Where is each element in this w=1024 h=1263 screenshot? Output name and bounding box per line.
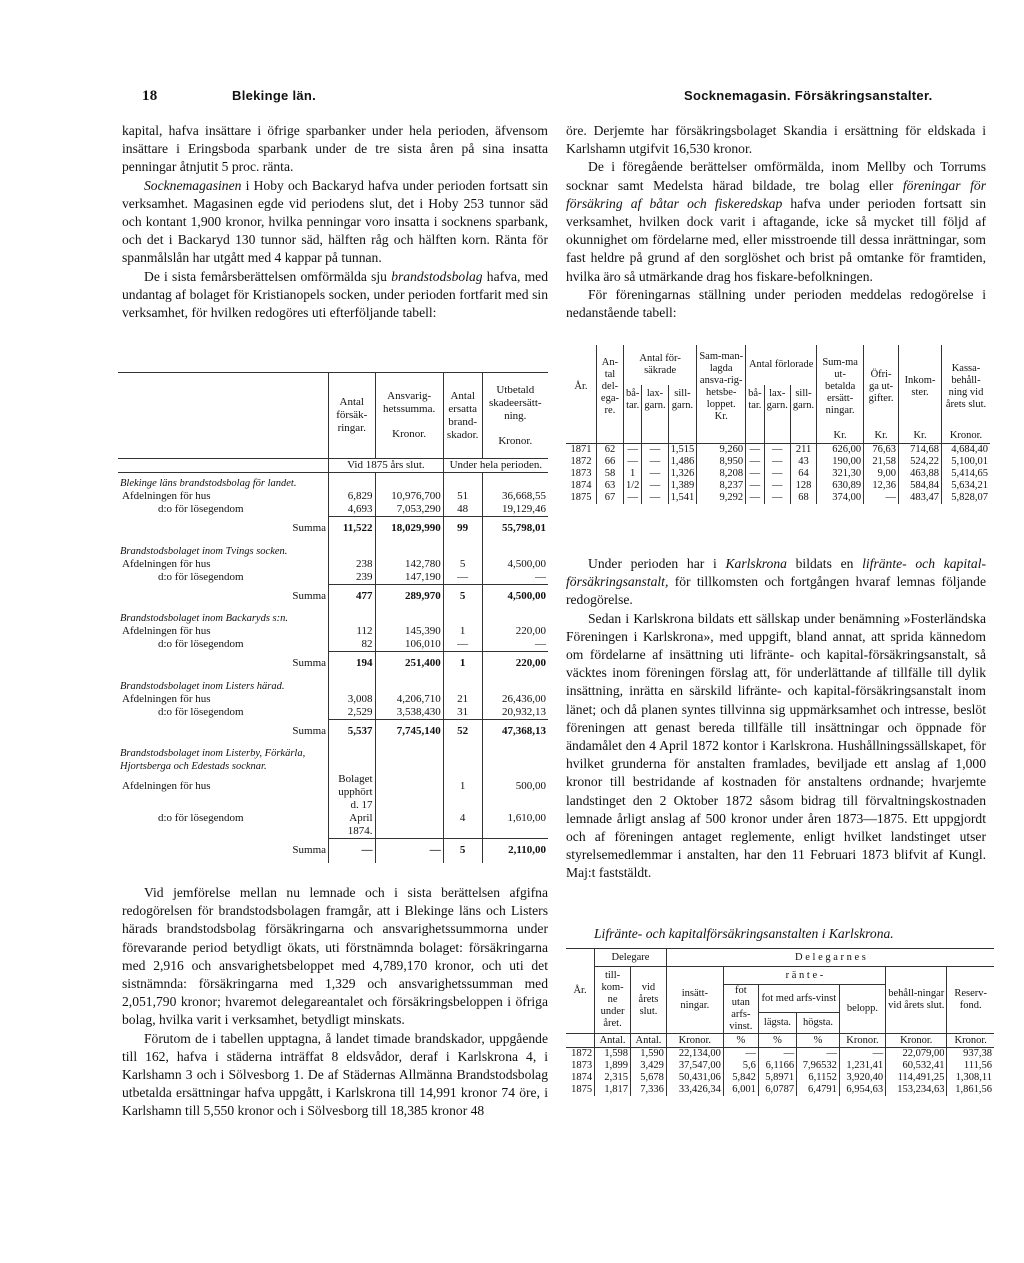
group-name: Blekinge läns brandstodsbolag för landet.: [118, 473, 329, 491]
col-ofriga: Öfri-ga ut-gifter.: [864, 345, 899, 429]
col-antal-header: Antal försäk-ringar.: [329, 373, 375, 459]
table-row: d:o för lösegendom 239 147,190 — —: [118, 571, 548, 585]
table-row: Afdelningen för hus Bolaget upphört 1 500,00: [118, 773, 548, 799]
table-row: d:o för lösegendom 82 106,010 — —: [118, 638, 548, 652]
group-name: Brandstodsbolaget inom Backaryds s:n.: [118, 608, 329, 625]
italic-term: brandstodsbolag: [391, 268, 483, 284]
italic-term: Socknemagasinen: [144, 177, 242, 193]
paragraph: kapital, hafva insättare i öfrige sparbanker under hela perioden, äfvensom insättare i Eringsboda sparbank under de tre sista åren på sina insatta penningar åtnjutit 5 proc. ränta.: [122, 123, 548, 175]
col-ansvar-header: Ansvarig-hetssumma. Kronor.: [375, 373, 443, 459]
sub-batar: bå-tar.: [623, 385, 641, 415]
delegarnes-header: D e l e g a r n e s: [666, 949, 994, 967]
italic-term: föreningar för försäkring af båtar och fiskeredskap: [566, 177, 986, 211]
table-row: Afdelningen för hus 3,008 4,206,710 21 26,436,00: [118, 693, 548, 706]
group-name: Brandstodsbolaget inom Listers härad.: [118, 676, 329, 693]
under-perioden: Under hela perioden.: [449, 459, 543, 471]
col-reserv: Reserv-fond.: [954, 988, 988, 1011]
col-behallningar: behåll-ningar vid årets slut.: [886, 967, 947, 1034]
paragraph: Socknemagasinen i Hoby och Backaryd hafva under perioden fortsatt sin verksamhet. Magasinen egde vid periodens slut, det i Hoby 253 tunnor säd och kontant 1,900 kronor, hvilka penningar voro insatta i socknens sparbank, och det i Backaryd 130 tunnor säd, hälften råg och hälften korn. Ränta för spanmålslån har utgått med 4 kappar på tunnan.: [122, 177, 548, 266]
table-row: d:o för lösegendom 2,529 3,538,430 31 20,932,13: [118, 706, 548, 720]
col-forsakrade: Antal för-säkrade: [623, 345, 696, 385]
col-inkomster: Inkom-ster.: [899, 345, 942, 429]
brandstod-table: Antal försäk-ringar. Ansvarig-hetssumma. Kronor. Antal ersatta brand-skador. Utbetald skadeersätt-ning. Kronor. Vid 1875 års slut. Under hela perioden. Blekinge läns brandstodsbolag för landet. Afdelningen för hus 6,829 10,976,700 51 36,668,55 d:o för lösegendom 4,693 7,053,290 48 19,129,46 Summa 11,522 18,029,990 99 55,798,01 Brandstodsbolaget inom Tvings socken. Afdelningen för hus 238 142,780 5 4,500,00 d:o för lösegendom 239 147,190 — — Summa 477 289,970 5 4,500,00 Brandstodsbolaget inom Backaryds s:n. Afdelningen för hus 112 145,390 1 220,00 d:o för lösegendom 82 106,010 — — Summa 194 251,400 1 220,00 Brandstodsbolaget inom Listers härad. Afdelningen för hus 3,008 4,206,710 21 26,436,00 d:o för lösegendom 2,529 3,538,430 31 20,932,13 Summa 5,537 7,745,140 52 47,368,13 Brandstodsbolaget inom Listerby, Förkärla, Hjortsberga och Edestads socknar. Afdelningen för hus Bolaget upphört 1 500,00 d:o för lösegendom d. 17 April 1874. 4 1,610,00 Summa — — 5 2,110,00: [118, 372, 548, 863]
table-title: Lifränte- och kapitalförsäkringsanstalten i Karlskrona.: [594, 926, 894, 941]
table-row: 1875 1,817 7,336 33,426,34 6,001 6,0787 6,4791 6,954,63 153,234,63 1,861,56: [566, 1084, 994, 1096]
paragraph: Sedan i Karlskrona bildats ett sällskap under benämning »Fosterländska Föreningen i Karlskrona», med uppgift, bland annat, att sprida kännedom om fördelarne af insättning uti lifränte- och kapital-försäkringsanstalt, så väcktes inom föreningen förslag att, för underlättande af tillfälle till dylik insättning, inrätta en särskild lifränte- och kapital-försäkringsanstalt inom länet; och då planen syntes tillvinna sig uppmärksamhet och intresse, beslöt föreningen att genast bereda tillfälle till insättningar och öppnade för ändamålet den 4 April 1872 kontor i Karlskrona. Hushållningssällskapet, för hvilket grunderna för anstalten framlades, beviljade ett anslag af 1,000 kronor till bestridande af kostnaden för anstaltens ordnande; hvarjemte landstinget den 2 Oktober 1872 såsom bidrag till förvaltningskostnaden lemnade årligt anslag af 500 kronor under åren 1873—1875. Ett uppgjordt och af föreningen antaget reglemente, enligt hvilket landstinget utser styrelsemedlemmar i anstalten, har den 11 Februari 1873 blifvit af Kungl. Maj:t faststäldt.: [566, 610, 986, 881]
left-running-title: Blekinge län.: [232, 88, 317, 103]
table-row: Afdelningen för hus 238 142,780 5 4,500,00: [118, 558, 548, 571]
col-tillkomne: till-kom-ne under året.: [595, 967, 631, 1034]
table-row: 1873 1,899 3,429 37,547,00 5,6 6,1166 7,96532 1,231,41 60,532,41 111,56: [566, 1060, 994, 1072]
paragraph: De i sista femårsberättelsen omförmälda sju brandstodsbolag hafva, med undantag af bolaget för Kristianopels socken, under perioden fortfarit med sin verksamhet, för hvilken redogöres uti efterföljande tabell:: [122, 268, 548, 321]
paragraph: De i föregående berättelser omförmälda, inom Mellby och Torrums socknar samt Medelsta härad bildade, tre bolag eller föreningar för försäkring af båtar och fiskeredskap hafva under perioden fortsatt sin verksamhet, hvilken dock varit i aftagande, icke så mycket till följd af okunnighet om fördelarne med, eller misstroende till dessa inrättningar, som fast heldre på grund af den sorglöshet och brist på omtanke för framtiden, hvilka äro så utmärkande drag hos fiskare-befolkningen.: [566, 159, 987, 284]
table-row: 1872 66 — — 1,486 8,950 — — 43 190,00 21,58 524,22 5,100,01: [566, 456, 990, 468]
sub-sillgarn: sill-garn.: [790, 385, 816, 415]
fiskare-table: År. An-tal del-ega-re. Antal för-säkrade Sam-man-lagda ansva-rig-hetsbe-loppet. Kr. Antal förlorade Sum-ma ut-betalda ersätt-ningar. Öfri-ga ut-gifter. Inkom-ster. Kassa-behåll-ning vid årets slut. bå-tar. lax-garn. sill-garn. bå-tar. lax-garn. sill-garn. Kr. Kr. Kr. Kronor. 1871 62 — — 1,515 9,260 — — 211 626,00 76,63 714,68 4,684,40 1872 66 — — 1,486 8,950 — — 43 190,00 21,58 524,22 5,100,01 1873 58 1 — 1,326 8,208 — — 64 321,30 9,00 463,88 5,414,65 1874 63 1/2 — 1,389 8,237 — — 128 630,89 12,36 584,84 5,634,21 1875 67 — — 1,541 9,292 — — 68 374,00 — 483,47 5,828,07: [566, 345, 990, 504]
right-column-top: [566, 122, 986, 322]
sub-sillgarn: sill-garn.: [668, 385, 697, 415]
left-column-top: [122, 122, 548, 322]
col-ar: År.: [566, 345, 596, 429]
col-forlorade: Antal förlorade: [746, 345, 817, 385]
table-row: 1872 1,598 1,590 22,134,00 — — — — 22,079,00 937,38: [566, 1048, 994, 1061]
sub-laxgarn: lax-garn.: [642, 385, 668, 415]
col-delegare: An-tal del-ega-re.: [596, 345, 623, 429]
vid-arsslut: Vid 1875 års slut.: [329, 459, 444, 473]
table-row: 1873 58 1 — 1,326 8,208 — — 64 321,30 9,00 463,88 5,414,65: [566, 468, 990, 480]
sub-laxgarn: lax-garn.: [764, 385, 790, 415]
col-samman: Sam-man-lagda ansva-rig-hetsbe-loppet. Kr.: [697, 345, 746, 429]
col-kassa: Kassa-behåll-ning vid årets slut.: [945, 363, 987, 410]
table-row: 1871 62 — — 1,515 9,260 — — 211 626,00 76,63 714,68 4,684,40: [566, 443, 990, 456]
paragraph: Under perioden har i Karlskrona bildats en lifränte- och kapital-försäkringsanstalt, för tillkomsten och fortgången hvaraf lemnas följande redogörelse.: [566, 556, 986, 608]
group-name: Brandstodsbolaget inom Listerby, Förkärla, Hjortsberga och Edestads socknar.: [118, 743, 329, 773]
table-row: Afdelningen för hus 6,829 10,976,700 51 36,668,55: [118, 490, 548, 503]
right-running-title: Socknemagasin. Försäkringsanstalter.: [684, 88, 933, 103]
col-ar: År.: [566, 949, 595, 1034]
col-fot-med: fot med arfs-vinst: [758, 985, 839, 1013]
lifrante-table: År. Delegare D e l e g a r n e s till-kom-ne under året. vid årets slut. insätt-ningar. r ä n t e - behåll-ningar vid årets slut. Reserv-fond. fot utan arfs-vinst. fot med arfs-vinst belopp. lägsta. högsta. Antal. Antal. Kronor. % % % Kronor. Kronor. Kronor. 1872 1,598 1,590 22,134,00 — — — — 22,079,00 937,38 1873 1,899 3,429 37,547,00 5,6 6,1166 7,96532 1,231,41 60,532,41 111,56 1874 2,315 5,678 50,431,06 5,842 5,8971 6,1152 3,920,40 114,491,25 1,308,11 1875 1,817 7,336 33,426,34 6,001 6,0787 6,4791 6,954,63 153,234,63 1,861,56: [566, 948, 994, 1096]
table-row: 1874 2,315 5,678 50,431,06 5,842 5,8971 6,1152 3,920,40 114,491,25 1,308,11: [566, 1072, 994, 1084]
col-brand-header: Antal ersatta brand-skador.: [443, 373, 482, 459]
rante-header: r ä n t e -: [723, 967, 885, 985]
right-column-middle: [566, 555, 986, 883]
paragraph: Vid jemförelse mellan nu lemnade och i sista berättelsen afgifna redogörelsen för brandstodsbolagen framgår, att i Blekinge läns och Listers härads brandstodsbolag försäkringarna och ansvarighetssummorna under förevarande period betydligt ökats, uti förstnämnda bolaget: försäkringarna med 2,916 och ansvarighetsbeloppet med 4,789,170 kronor, och uti det sistnämnda: försäkringarna med 1,329 och ansvarighetssumman med 2,051,790 kronor; hvaremot delegareantalet och försäkringsbeloppen i öfriga bolag, hvilka varit i verksamhet, betydligt minskats.: [122, 885, 548, 1028]
col-fot-utan: fot utan arfs-vinst.: [723, 985, 758, 1034]
col-insattningar: insätt-ningar.: [666, 967, 723, 1034]
col-vid: vid årets slut.: [631, 967, 667, 1034]
table-row: d:o för lösegendom 4,693 7,053,290 48 19,129,46: [118, 503, 548, 517]
col-summa: Sum-ma ut-betalda ersätt-ningar.: [817, 345, 864, 429]
group-name: Brandstodsbolaget inom Tvings socken.: [118, 541, 329, 558]
col-belopp: belopp.: [839, 985, 885, 1034]
table-row: 1874 63 1/2 — 1,389 8,237 — — 128 630,89 12,36 584,84 5,634,21: [566, 480, 990, 492]
paragraph: öre. Derjemte har försäkringsbolaget Skandia i ersättning för eldskada i Karlshamn utgifvit 16,530 kronor.: [566, 123, 986, 157]
page-number: 18: [142, 88, 158, 104]
left-column-bottom: [122, 884, 548, 1121]
delegare-header: Delegare: [595, 949, 667, 967]
table-row: d:o för lösegendom d. 17 April 1874. 4 1,610,00: [118, 799, 548, 839]
paragraph: Förutom de i tabellen upptagna, å landet timade brandskador, uppgående till 162, hafva i städerna inträffat 8 eldsvådor, deraf i Karlskrona 4, i Karlshamn 3 och i Sölvesborg 1. De af Städernas Allmänna Brandstodsbolag utbetalda ersättningar hafva uppgått, i Karlskrona till 14,991 kronor 74 öre, i Karlshamn till 5,550 kronor och i Sölvesborg till 18,385 kronor 48: [122, 1030, 548, 1119]
col-utbet-header: Utbetald skadeersätt-ning. Kronor.: [489, 383, 542, 447]
paragraph: För föreningarnas ställning under perioden meddelas redogörelse i nedanstående tabell:: [566, 286, 986, 321]
table-row: 1875 67 — — 1,541 9,292 — — 68 374,00 — 483,47 5,828,07: [566, 492, 990, 504]
table-row: Afdelningen för hus 112 145,390 1 220,00: [118, 625, 548, 638]
sub-batar: bå-tar.: [746, 385, 764, 415]
